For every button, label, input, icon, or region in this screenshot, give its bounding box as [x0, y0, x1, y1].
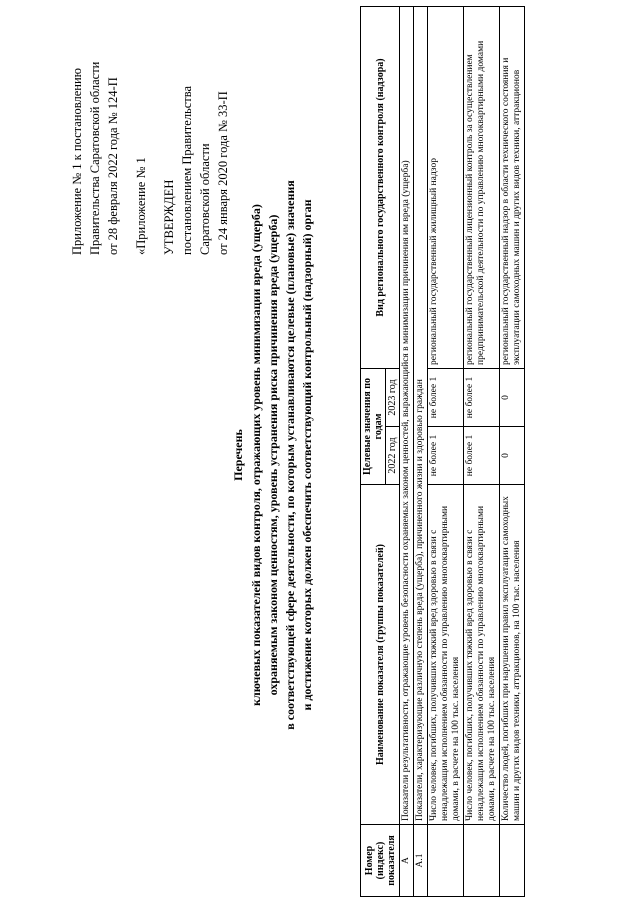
- appendix-line: от 28 февраля 2022 года № 124-П: [106, 77, 120, 255]
- row-value-2023: не более 1: [428, 368, 464, 426]
- appendix-line: Саратовской области: [198, 143, 212, 255]
- appendix-line: от 24 января 2020 года № 33-П: [216, 91, 230, 255]
- row-value-2022: не более 1: [428, 427, 464, 485]
- row-name: Число человек, погибших, получивших тяжкий вред здоровью в связи с ненадлежащим исполнением обязанности по управлению многоквартирными домами, в расчете на 100 тыс. населения: [464, 485, 500, 825]
- heading-line: ключевых показателей видов контроля, отражающих уровень минимизации вреда (ущерба): [249, 204, 263, 706]
- table-row: [500, 6, 525, 896]
- row-index: [428, 825, 464, 897]
- row-value-2023: 0: [500, 368, 525, 426]
- row-index: [464, 825, 500, 897]
- appendix-line: Приложение № 1 к постановлению: [70, 68, 84, 255]
- row-name: Число человек, погибших, получивших тяжкий вред здоровью в связи с ненадлежащим исполнением обязанности по управлению многоквартирными домами, в расчете на 100 тыс. населения: [428, 485, 464, 825]
- indicators-table: [360, 6, 525, 897]
- section-index: А: [400, 825, 414, 897]
- section-text: Показатели результативности, отражающие уровень безопасности охраняемых законом ценностей, выражающийся в минимизации причинения им вреда (ущерба): [400, 6, 414, 824]
- section-row: [414, 6, 428, 896]
- appendix-block: [68, 15, 232, 255]
- approved-label: УТВЕРЖДЕН: [162, 179, 176, 255]
- table-row: [428, 6, 464, 896]
- header-2023: 2023 год: [386, 368, 400, 426]
- header-target: Целевые значения по годам: [361, 368, 386, 484]
- row-control: региональный государственный лицензионный контроль за осуществлением предпринимательской деятельности по управлению многоквартирными домами: [464, 6, 500, 368]
- header-2022: 2022 год: [386, 427, 400, 485]
- document-heading: [230, 75, 316, 835]
- table-row: [464, 6, 500, 896]
- appendix-line: Правительства Саратовской области: [88, 61, 102, 255]
- row-control: региональный государственный надзор в области технического состояния и эксплуатации самоходных машин и других видов техники, аттракционов: [500, 6, 525, 368]
- row-index: [500, 825, 525, 897]
- row-value-2022: не более 1: [464, 427, 500, 485]
- section-index: А.1: [414, 825, 428, 897]
- heading-line: охраняемым законом ценностям, уровень устранения риска причинения вреда (ущерба): [266, 214, 280, 696]
- appendix-line: «Приложение № 1: [134, 157, 148, 255]
- row-control: региональный государственный жилищный надзор: [428, 6, 464, 368]
- row-value-2023: не более 1: [464, 368, 500, 426]
- appendix-line: постановлением Правительства: [180, 85, 194, 255]
- section-row: [400, 6, 414, 896]
- header-number: Номер (индекс) показателя: [361, 825, 400, 897]
- table-header-row: [361, 6, 386, 896]
- heading-line: и достижение которых должен обеспечить соответствующий контрольный (надзорный) орган: [300, 199, 314, 711]
- document-title: Перечень: [231, 429, 245, 481]
- header-control: Вид регионального государственного контроля (надзора): [361, 6, 400, 368]
- heading-line: в соответствующей сфере деятельности, по которым устанавливаются целевые (плановые) значения: [283, 180, 297, 730]
- section-text: Показатели, характеризующие различную степень вреда (ущерба), причиненного жизни и здоровью граждан: [414, 6, 428, 824]
- row-name: Количество людей, погибших при нарушении правил эксплуатации самоходных машин и других видов техники, аттракционов, на 100 тыс. населения: [500, 485, 525, 825]
- header-name: Наименование показателя (группы показателей): [361, 485, 400, 825]
- row-value-2022: 0: [500, 427, 525, 485]
